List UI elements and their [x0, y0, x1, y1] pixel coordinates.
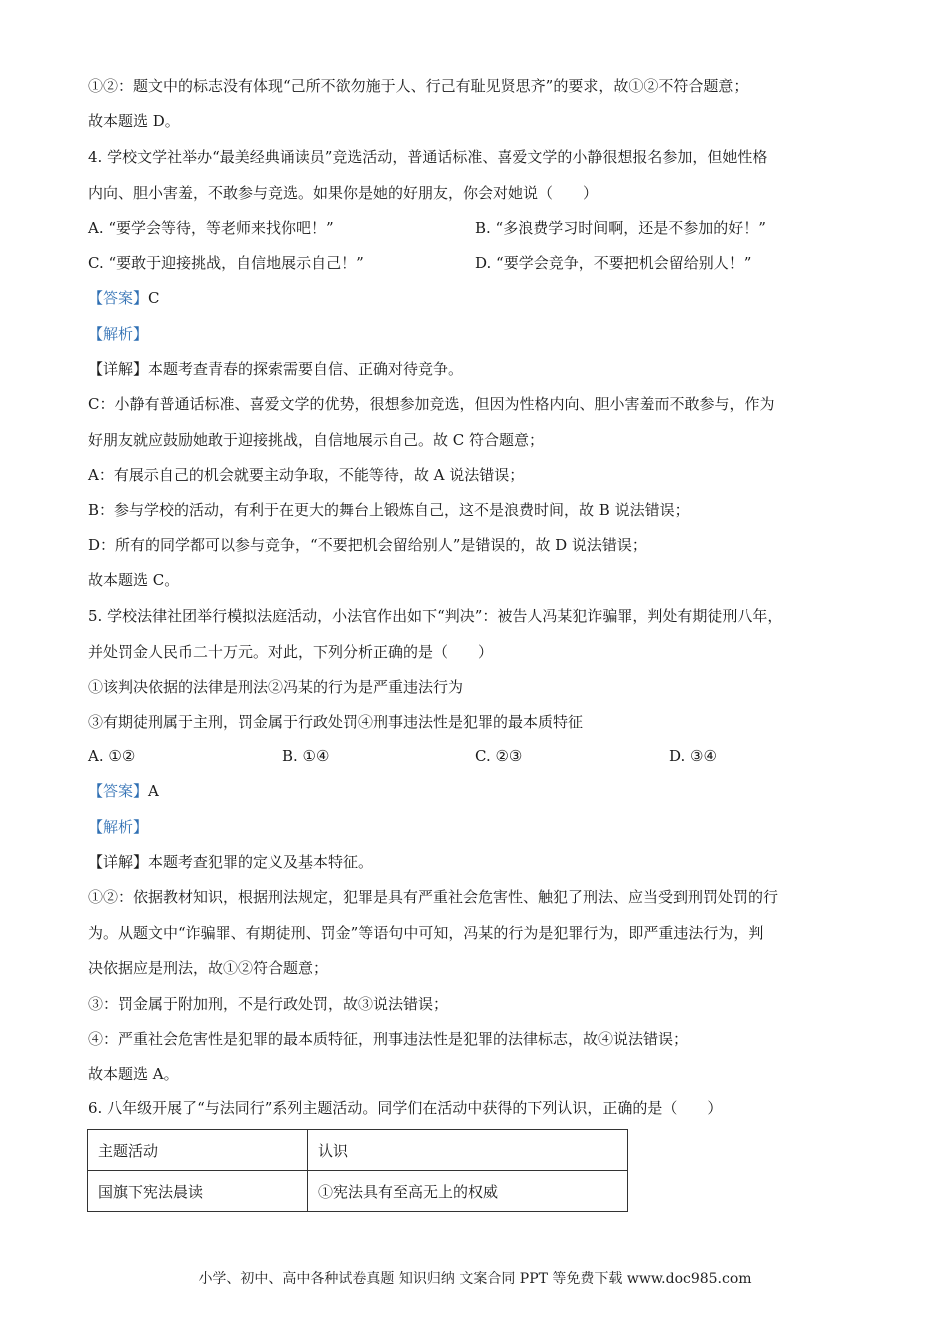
q4-option-d: D. “要学会竞争，不要把机会留给别人！”	[475, 254, 752, 272]
q6-table	[87, 1129, 628, 1212]
detail-tag: 【详解】	[88, 360, 149, 378]
q3-tail-line2: 故本题选 D。	[88, 112, 180, 130]
q5-final: 故本题选 A。	[88, 1065, 179, 1083]
q4-explain-d: D：所有的同学都可以参与竞争，“不要把机会留给别人”是错误的，故 D 说法错误；	[88, 536, 647, 554]
table-cell: 国旗下宪法晨读	[88, 1171, 308, 1212]
q5-explain-1: ①②：依据教材知识，根据刑法规定，犯罪是具有严重社会危害性、触犯了刑法、应当受到刑罚处罚的行	[88, 888, 779, 906]
q5-option-b: B. ①④	[282, 747, 330, 765]
q5-stem-line1: 5. 学校法律社团举行模拟法庭活动，小法官作出如下“判决”：被告人冯某犯诈骗罪，判处有期徒刑八年，	[88, 607, 783, 625]
q5-detail	[88, 852, 373, 872]
answer-value: C	[148, 289, 160, 307]
q5-stem-line2: 并处罚金人民币二十万元。对此，下列分析正确的是（ ）	[88, 643, 494, 661]
q5-answer	[88, 781, 159, 801]
table-row	[88, 1171, 628, 1212]
q5-statement-2: ③有期徒刑属于主刑，罚金属于行政处罚④刑事违法性是犯罪的最本质特征	[88, 713, 584, 731]
q4-explain-c1: C：小静有普通话标准、喜爱文学的优势，很想参加竞选，但因为性格内向、胆小害羞而不敢参与，作为	[88, 395, 775, 413]
answer-tag: 【答案】	[88, 782, 149, 800]
answer-value: A	[148, 782, 159, 800]
q4-stem-line1: 4. 学校文学社举办“最美经典诵读员”竞选活动，普通话标准、喜爱文学的小静很想报名参加，但她性格	[88, 148, 768, 166]
detail-text: 本题考查犯罪的定义及基本特征。	[148, 853, 374, 871]
table-header-cell: 主题活动	[88, 1130, 308, 1171]
q4-option-b: B. “多浪费学习时间啊，还是不参加的好！”	[475, 219, 766, 237]
q5-explain-4: ③：罚金属于附加刑，不是行政处罚，故③说法错误；	[88, 995, 449, 1013]
table-header-row	[88, 1130, 628, 1171]
q5-explain-2: 为。从题文中“诈骗罪、有期徒刑、罚金”等语句中可知，冯某的行为是犯罪行为，即严重违法行为，判	[88, 924, 764, 942]
q6-stem: 6. 八年级开展了“与法同行”系列主题活动。同学们在活动中获得的下列认识，正确的是（ ）	[88, 1099, 723, 1117]
q4-analysis-tag: 【解析】	[88, 325, 149, 343]
q5-option-d: D. ③④	[669, 747, 717, 765]
q4-explain-b: B：参与学校的活动，有利于在更大的舞台上锻炼自己，这不是浪费时间，故 B 说法错误；	[88, 501, 690, 519]
q4-final: 故本题选 C。	[88, 571, 180, 589]
q4-detail	[88, 359, 463, 379]
page-footer: 小学、初中、高中各种试卷真题 知识归纳 文案合同 PPT 等免费下载 www.doc985.com	[198, 1271, 752, 1287]
q5-option-c: C. ②③	[475, 747, 523, 765]
q3-tail-line1: ①②：题文中的标志没有体现“己所不欲勿施于人、行己有耻见贤思齐”的要求，故①②不符合题意；	[88, 77, 749, 95]
q5-option-a: A. ①②	[88, 747, 136, 765]
q4-explain-c2: 好朋友就应鼓励她敢于迎接挑战，自信地展示自己。故 C 符合题意；	[88, 431, 545, 449]
q4-explain-a: A：有展示自己的机会就要主动争取，不能等待，故 A 说法错误；	[88, 466, 525, 484]
q4-answer	[88, 288, 160, 308]
detail-tag: 【详解】	[88, 853, 149, 871]
q4-option-a: A. “要学会等待，等老师来找你吧！”	[88, 219, 334, 237]
table-header-cell: 认识	[308, 1130, 628, 1171]
q5-explain-3: 决依据应是刑法，故①②符合题意；	[88, 959, 329, 977]
answer-tag: 【答案】	[88, 289, 149, 307]
q5-analysis-tag: 【解析】	[88, 818, 149, 836]
q4-option-c: C. “要敢于迎接挑战，自信地展示自己！”	[88, 254, 364, 272]
detail-text: 本题考查青春的探索需要自信、正确对待竞争。	[148, 360, 464, 378]
table-cell: ①宪法具有至高无上的权威	[308, 1171, 628, 1212]
q5-explain-5: ④：严重社会危害性是犯罪的最本质特征，刑事违法性是犯罪的法律标志，故④说法错误；	[88, 1030, 689, 1048]
q4-stem-line2: 内向、胆小害羞，不敢参与竞选。如果你是她的好朋友，你会对她说（ ）	[88, 184, 599, 202]
q5-statement-1: ①该判决依据的法律是刑法②冯某的行为是严重违法行为	[88, 678, 464, 696]
